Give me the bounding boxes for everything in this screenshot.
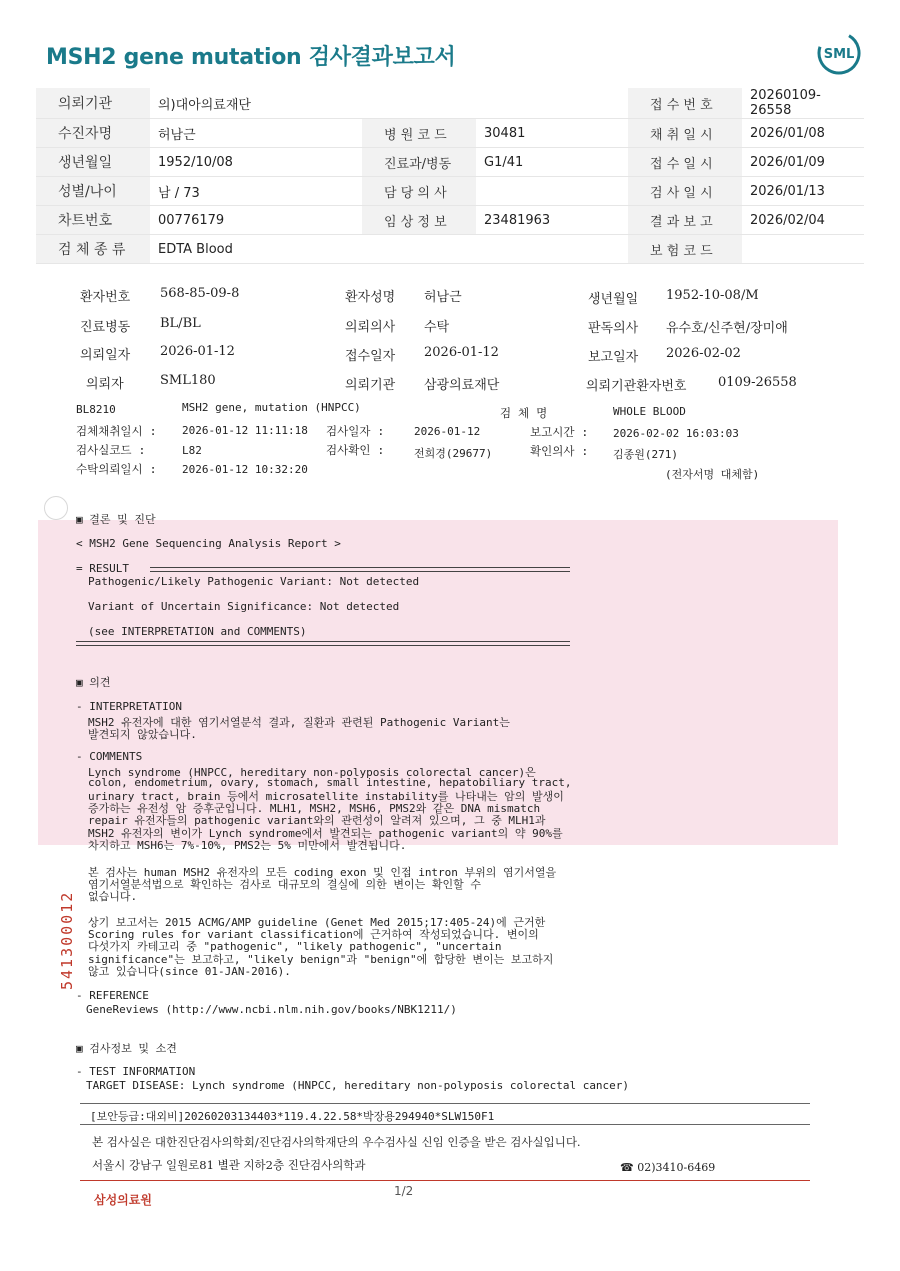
value-room: L82 [182,444,202,457]
label-empty-2 [362,235,476,264]
label-ward: 진료병동 [80,320,131,335]
value-req-date: 2026-01-12 [160,344,235,359]
label-read-doc: 판독의사 [588,321,639,336]
value-requester2: SML180 [160,373,216,388]
label-pid: 환자번호 [80,290,131,305]
comment-line-6: MSH2 유전자의 변이가 Lynch syndrome에서 발견되는 pathogenic variant의 약 90%를 [88,827,563,840]
value-rep-date: 2026-02-02 [666,346,741,361]
para2-line-3: 다섯가지 카테고리 중 "pathogenic", "likely pathogenic", "uncertain [88,940,502,953]
label-sex-age: 성별/나이 [36,177,150,206]
label-exam-date: 검사일자 : [326,424,385,438]
value-specimen: WHOLE BLOOD [613,405,686,418]
report-title: < MSH2 Gene Sequencing Analysis Report > [76,537,341,550]
logo-text: SML [823,47,855,62]
comment-line-4: 증가하는 유전성 암 증후군입니다. MLH1, MSH2, MSH6, PMS2와 같은 DNA mismatch [88,802,541,815]
reference-line-1: GeneReviews (http://www.ncbi.nlm.nih.gov/books/NBK1211/) [86,1003,457,1016]
label-receipt-no: 접 수 번 호 [628,88,742,119]
result-rule [150,567,570,572]
label-requester: 의뢰기관 [36,88,150,119]
result-end-rule [76,641,570,646]
value-chart-no: 00776179 [150,206,362,235]
value-doctor [476,177,628,206]
result-label: = RESULT [76,562,129,575]
value-confirm: 전희경(29677) [414,447,493,460]
label-req-org-pid: 의뢰기관환자번호 [586,379,687,394]
opinion-heading: ▣ 의견 [76,676,111,689]
label-doctor: 담 당 의 사 [362,177,476,206]
value-collect-date: 2026/01/08 [742,119,864,148]
value-receipt-date: 2026/01/09 [742,148,864,177]
esign-note: (전자서명 대체함) [665,468,760,481]
value-req-doc: 수탁 [424,320,450,335]
label-receipt-date: 접 수 일 시 [628,148,742,177]
value-pid: 568-85-09-8 [160,286,240,301]
para2-line-5: 않고 있습니다(since 01-JAN-2016). [88,965,291,978]
punch-hole [44,496,68,520]
value-requester: 의)대아의료재단 [150,88,362,119]
comment-line-1: Lynch syndrome (HNPCC, hereditary non-polyposis colorectal cancer)은 [88,766,536,779]
value-empty [476,88,628,119]
sml-logo [816,30,862,76]
label-rep-date: 보고일자 [588,350,639,365]
value-dob: 1952/10/08 [150,148,362,177]
target-disease: TARGET DISEASE: Lynch syndrome (HNPCC, hereditary non-polyposis colorectal cancer) [86,1079,630,1092]
value-pdob: 1952-10-08/M [666,288,759,303]
para2-line-2: Scoring rules for variant classification에 근거하여 작성되었습니다. 변이의 [88,928,539,941]
label-report-time: 보고시간 : [530,425,589,439]
label-empty [362,88,476,119]
label-collect-date: 채 취 일 시 [628,119,742,148]
result-line-1: Pathogenic/Likely Pathogenic Variant: Not detected [88,575,420,588]
label-insurance-code: 보 험 코 드 [628,235,742,264]
footer-rule [80,1124,810,1125]
para-line-3: 없습니다. [88,890,138,903]
testinfo-title: - TEST INFORMATION [76,1065,196,1078]
conclusion-heading: ▣ 결론 및 진단 [76,513,156,526]
security-line: [보안등급:대외비]20260203134403*119.4.22.58*박장용294940*SLW150F1 [90,1110,495,1123]
para2-line-1: 상기 보고서는 2015 ACMG/AMP guideline (Genet Med 2015;17:405-24)에 근거한 [88,916,546,929]
value-specimen-type: EDTA Blood [150,235,362,264]
value-clinical-info: 23481963 [476,206,628,235]
label-specimen-type: 검 체 종 류 [36,235,150,264]
page-number: 1/2 [394,1184,414,1198]
page-title: MSH2 gene mutation 검사결과보고서 [46,45,456,70]
label-recv-date: 접수일자 [345,349,396,364]
interp-line-1: MSH2 유전자에 대한 염기서열분석 결과, 질환과 관련된 Pathogenic Variant는 [88,716,510,729]
comment-line-3: urinary tract, brain 등에서 microsatellite instability를 나타내는 암의 발생이 [88,790,564,803]
footer-rule-top [80,1103,810,1104]
label-req-doc: 의뢰의사 [345,320,396,335]
comment-line-5: repair 유전자들의 pathogenic variant와의 관련성이 알려져 있으며, 그 중 MLH1과 [88,814,546,827]
value-collect: 2026-01-12 11:11:18 [182,424,308,437]
value-outsourced: 2026-01-12 10:32:20 [182,463,308,476]
label-confirm: 검사확인 : [326,443,385,457]
test-code: BL8210 [76,403,116,416]
comment-line-2: colon, endometrium, ovary, stomach, small intestine, hepatobiliary tract, [88,776,572,789]
value-receipt-no: 20260109-26558 [742,88,864,119]
value-ward: BL/BL [160,316,201,331]
value-test-date: 2026/01/13 [742,177,864,206]
label-outsourced: 수탁의뢰일시 : [76,462,157,476]
reference-title: - REFERENCE [76,989,149,1002]
info-table [36,88,864,264]
label-dept: 진료과/병동 [362,148,476,177]
value-dept: G1/41 [476,148,628,177]
label-room: 검사실코드 : [76,443,146,457]
para-line-1: 본 검사는 human MSH2 유전자의 모든 coding exon 및 인접 intron 부위의 염기서열을 [88,866,557,879]
value-sex-age: 남 / 73 [150,177,362,206]
side-serial-number: 541300012 [58,890,76,990]
value-recv-date: 2026-01-12 [424,345,499,360]
value-req-org-pid: 0109-26558 [718,375,797,390]
label-dob: 생년월일 [36,148,150,177]
comment-line-7: 차지하고 MSH6는 7%-10%, PMS2는 5% 미만에서 발견됩니다. [88,839,407,852]
label-hospital-code: 병 원 코 드 [362,119,476,148]
value-read-doc: 유수호/신주현/장미애 [666,321,788,336]
value-insurance-code [742,235,864,264]
comments-title: - COMMENTS [76,750,143,763]
footer-red-rule [80,1180,810,1181]
value-patient-name: 허남근 [150,119,362,148]
interp-title: - INTERPRETATION [76,700,182,713]
result-line-3: (see INTERPRETATION and COMMENTS) [88,625,307,638]
hospital-name: 삼성의료원 [94,1193,152,1207]
value-exam-date: 2026-01-12 [414,425,481,438]
label-specimen: 검 체 명 [500,406,548,420]
para-line-2: 염기서열분석법으로 확인하는 검사로 대규모의 결실에 의한 변이는 확인할 수 [88,878,482,891]
label-result-report: 결 과 보 고 [628,206,742,235]
value-pname: 허남근 [424,290,462,305]
para2-line-4: significance"는 보고하고, "likely benign"과 "benign"에 합당한 변이는 보고하지 [88,953,554,966]
lab-phone: ☎ 02)3410-6469 [620,1161,716,1174]
value-confirm-doc: 김종원(271) [613,448,678,461]
label-collect: 검체채취일시 : [76,424,157,438]
label-pdob: 생년월일 [588,292,639,307]
label-clinical-info: 임 상 정 보 [362,206,476,235]
label-chart-no: 차트번호 [36,206,150,235]
value-report-time: 2026-02-02 16:03:03 [613,427,739,440]
lab-address: 서울시 강남구 일원로81 별관 지하2층 진단검사의학과 [92,1158,366,1172]
interp-line-2: 발견되지 않았습니다. [88,728,197,741]
test-name: MSH2 gene, mutation (HNPCC) [182,401,361,414]
value-result-report: 2026/02/04 [742,206,864,235]
label-test-date: 검 사 일 시 [628,177,742,206]
label-patient-name: 수진자명 [36,119,150,148]
value-req-org: 삼광의료재단 [424,378,500,393]
result-line-2: Variant of Uncertain Significance: Not detected [88,600,400,613]
testinfo-heading: ▣ 검사정보 및 소견 [76,1042,177,1055]
label-pname: 환자성명 [345,290,396,305]
label-req-org: 의뢰기관 [345,378,396,393]
value-empty-2 [476,235,628,264]
label-confirm-doc: 확인의사 : [530,444,589,458]
cert-statement: 본 검사실은 대한진단검사의학회/진단검사의학재단의 우수검사실 신임 인증을 받은 검사실입니다. [92,1135,581,1149]
value-hospital-code: 30481 [476,119,628,148]
label-requester2: 의뢰자 [86,377,124,392]
label-req-date: 의뢰일자 [80,348,131,363]
